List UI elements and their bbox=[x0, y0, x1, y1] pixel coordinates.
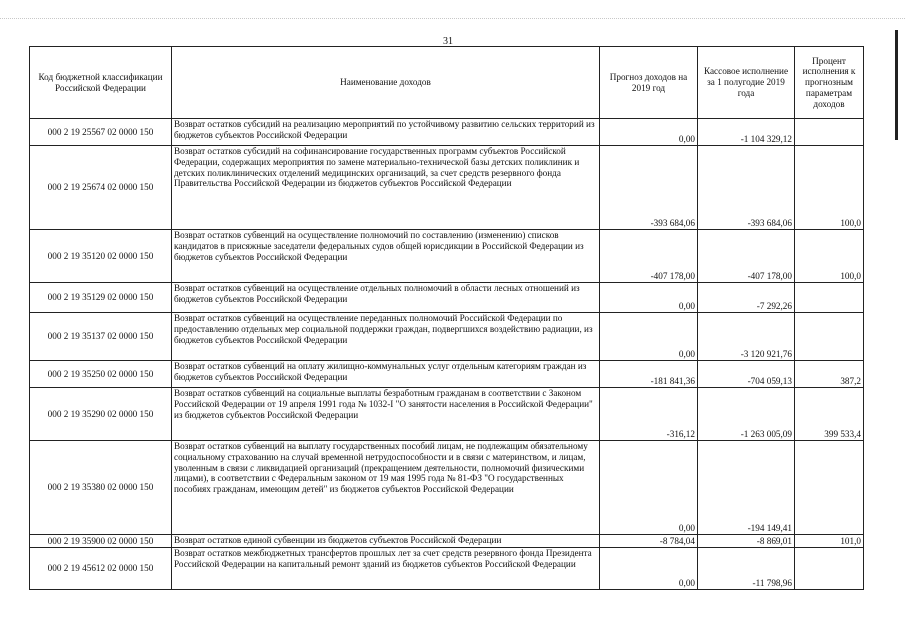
row-forecast: -8 784,04 bbox=[600, 535, 698, 548]
row-name: Возврат остатков субвенций на осуществление переданных полномочий Российской Федерации по предоставлению отдельных мер социальной поддержки граждан, подвергшихся воздействию радиации, из бюджетов субъектов Российской Федерации bbox=[172, 313, 600, 361]
row-code: 000 2 19 25674 02 0000 150 bbox=[30, 146, 172, 230]
header-row bbox=[30, 47, 864, 119]
row-actual: -3 120 921,76 bbox=[698, 313, 795, 361]
row-code: 000 2 19 35290 02 0000 150 bbox=[30, 388, 172, 441]
table-row bbox=[30, 283, 864, 313]
header-name: Наименование доходов bbox=[172, 47, 600, 119]
row-code: 000 2 19 35900 02 0000 150 bbox=[30, 535, 172, 548]
row-code: 000 2 19 35137 02 0000 150 bbox=[30, 313, 172, 361]
table-row bbox=[30, 313, 864, 361]
row-actual: -7 292,26 bbox=[698, 283, 795, 313]
row-percent bbox=[795, 441, 864, 535]
row-name: Возврат остатков субвенций на социальные выплаты безработным гражданам в соответствии с Законом Российской Федерации от 19 апреля 1991 года № 1032-I "О занятости населения в Российской Федерации" из бюджетов субъектов Российской Федерации bbox=[172, 388, 600, 441]
row-name: Возврат остатков субвенций на выплату государственных пособий лицам, не подлежащим обязательному социальному страхованию на случай временной нетрудоспособности и в связи с материнством, и лицам, уволенным в связи с ликвидацией организаций (прекращением деятельности, полномочий физическими лицами), в соответствии с Федеральным законом от 19 мая 1995 года № 81-ФЗ "О государственных пособиях гражданам, имеющим детей" из бюджетов субъектов Российской Федерации bbox=[172, 441, 600, 535]
table-row bbox=[30, 548, 864, 590]
row-code: 000 2 19 35129 02 0000 150 bbox=[30, 283, 172, 313]
row-actual: -704 059,13 bbox=[698, 361, 795, 388]
row-code: 000 2 19 35250 02 0000 150 bbox=[30, 361, 172, 388]
row-percent: 101,0 bbox=[795, 535, 864, 548]
header-percent: Процент исполнения к прогнозным параметрам доходов bbox=[795, 47, 864, 119]
budget-table bbox=[29, 46, 864, 590]
row-name: Возврат остатков межбюджетных трансфертов прошлых лет за счет средств резервного фонда Президента Российской Федерации на капитальный ремонт зданий из бюджетов субъектов Российской Федерации bbox=[172, 548, 600, 590]
row-code: 000 2 19 35380 02 0000 150 bbox=[30, 441, 172, 535]
row-actual: -8 869,01 bbox=[698, 535, 795, 548]
row-percent bbox=[795, 283, 864, 313]
row-percent bbox=[795, 313, 864, 361]
row-percent: 399 533,4 bbox=[795, 388, 864, 441]
row-code: 000 2 19 25567 02 0000 150 bbox=[30, 119, 172, 146]
row-percent: 100,0 bbox=[795, 230, 864, 283]
row-forecast: 0,00 bbox=[600, 119, 698, 146]
row-actual: -407 178,00 bbox=[698, 230, 795, 283]
row-forecast: -316,12 bbox=[600, 388, 698, 441]
row-code: 000 2 19 35120 02 0000 150 bbox=[30, 230, 172, 283]
header-actual: Кассовое исполнение за 1 полугодие 2019 года bbox=[698, 47, 795, 119]
table-row bbox=[30, 388, 864, 441]
row-name: Возврат остатков субсидий на софинансирование государственных программ субъектов Российской Федерации, содержащих мероприятия по замене материально-технической базы детских поликлиник и детских поликлинических отделений медицинских организаций, за счет средств резервного фонда Правительства Российской Федерации из бюджетов субъектов Российской Федерации bbox=[172, 146, 600, 230]
row-percent bbox=[795, 548, 864, 590]
table-row bbox=[30, 146, 864, 230]
row-forecast: 0,00 bbox=[600, 441, 698, 535]
row-name: Возврат остатков субсидий на реализацию мероприятий по устойчивому развитию сельских территорий из бюджетов субъектов Российской Федерации bbox=[172, 119, 600, 146]
table-row bbox=[30, 119, 864, 146]
row-forecast: 0,00 bbox=[600, 283, 698, 313]
scan-edge-mark bbox=[895, 30, 898, 140]
row-name: Возврат остатков единой субвенции из бюджетов субъектов Российской Федерации bbox=[172, 535, 600, 548]
row-actual: -194 149,41 bbox=[698, 441, 795, 535]
header-forecast: Прогноз доходов на 2019 год bbox=[600, 47, 698, 119]
row-percent: 100,0 bbox=[795, 146, 864, 230]
table-row bbox=[30, 441, 864, 535]
row-forecast: -407 178,00 bbox=[600, 230, 698, 283]
row-code: 000 2 19 45612 02 0000 150 bbox=[30, 548, 172, 590]
page-number: 31 bbox=[443, 36, 453, 47]
row-name: Возврат остатков субвенций на осуществление отдельных полномочий в области лесных отношений из бюджетов субъектов Российской Федерации bbox=[172, 283, 600, 313]
row-name: Возврат остатков субвенций на оплату жилищно-коммунальных услуг отдельным категориям граждан из бюджетов субъектов Российской Федерации bbox=[172, 361, 600, 388]
row-actual: -393 684,06 bbox=[698, 146, 795, 230]
row-percent bbox=[795, 119, 864, 146]
table-row bbox=[30, 361, 864, 388]
row-forecast: 0,00 bbox=[600, 548, 698, 590]
row-forecast: 0,00 bbox=[600, 313, 698, 361]
table-row bbox=[30, 535, 864, 548]
row-name: Возврат остатков субвенций на осуществление полномочий по составлению (изменению) списков кандидатов в присяжные заседатели федеральных судов общей юрисдикции в Российской Федерации из бюджетов субъектов Российской Федерации bbox=[172, 230, 600, 283]
row-actual: -1 263 005,09 bbox=[698, 388, 795, 441]
table-row bbox=[30, 230, 864, 283]
row-actual: -1 104 329,12 bbox=[698, 119, 795, 146]
row-forecast: -181 841,36 bbox=[600, 361, 698, 388]
header-code: Код бюджетной классификации Российской Федерации bbox=[30, 47, 172, 119]
scan-artifact-line bbox=[0, 18, 905, 19]
row-actual: -11 798,96 bbox=[698, 548, 795, 590]
row-forecast: -393 684,06 bbox=[600, 146, 698, 230]
row-percent: 387,2 bbox=[795, 361, 864, 388]
